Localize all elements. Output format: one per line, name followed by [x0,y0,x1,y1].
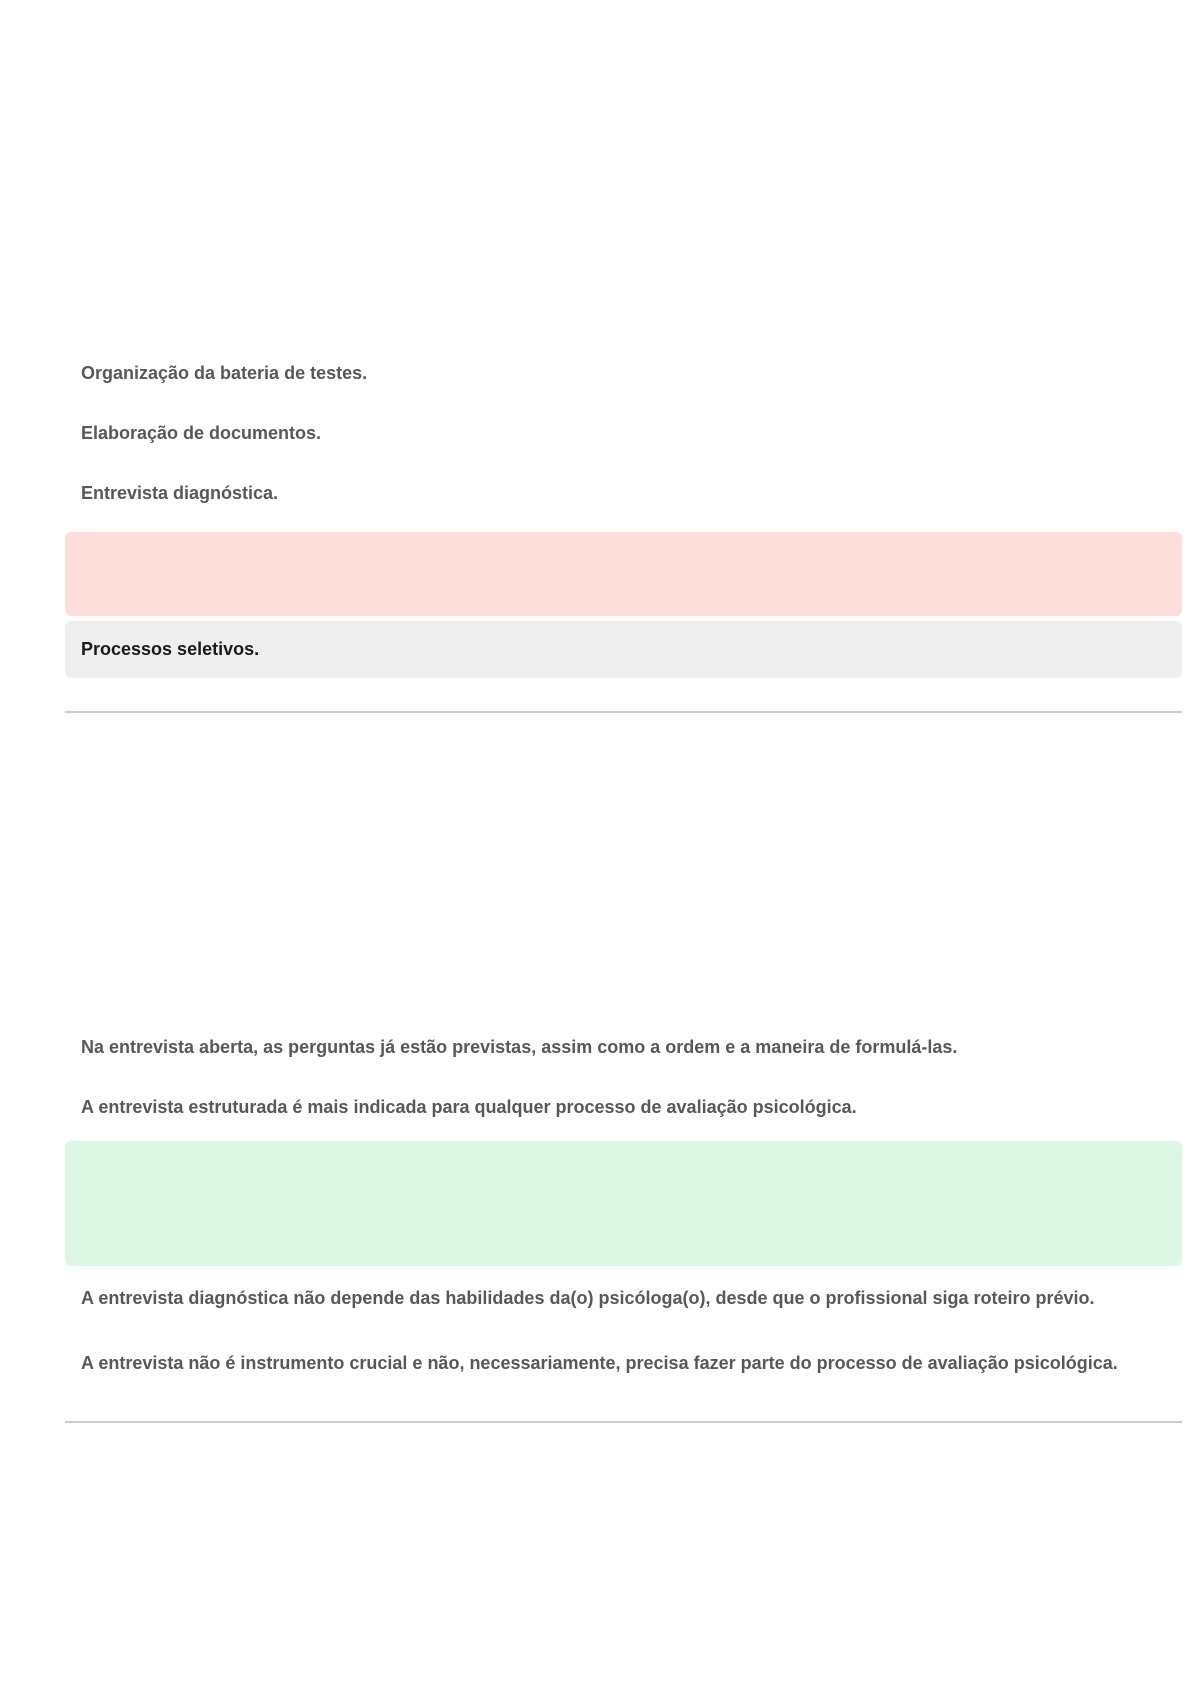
answer-option[interactable]: Entrevista diagnóstica. [81,483,279,503]
answer-option[interactable]: A entrevista diagnóstica não depende das habilidades da(o) psicóloga(o), desde que o profissional siga roteiro prévio. [81,1288,1095,1308]
section-divider [65,711,1182,713]
answer-option-correct-highlight[interactable] [65,1141,1182,1266]
answer-option[interactable]: A entrevista não é instrumento crucial e não, necessariamente, precisa fazer parte do processo de avaliação psicológica. [81,1353,1118,1373]
answer-option[interactable]: Na entrevista aberta, as perguntas já estão previstas, assim como a ordem e a maneira de formulá-las. [81,1037,958,1057]
answer-option[interactable]: Elaboração de documentos. [81,423,322,443]
answer-option[interactable]: A entrevista estruturada é mais indicada para qualquer processo de avaliação psicológica. [81,1097,857,1117]
question-1-options [65,345,1182,678]
answer-option[interactable]: Organização da bateria de testes. [81,363,368,383]
section-divider [65,1421,1182,1423]
answer-option-incorrect-highlight[interactable] [65,532,1182,616]
answer-option-selected[interactable]: Processos seletivos. [65,621,1182,678]
quiz-content [65,0,1182,1423]
question-2-options [65,1019,1182,1392]
